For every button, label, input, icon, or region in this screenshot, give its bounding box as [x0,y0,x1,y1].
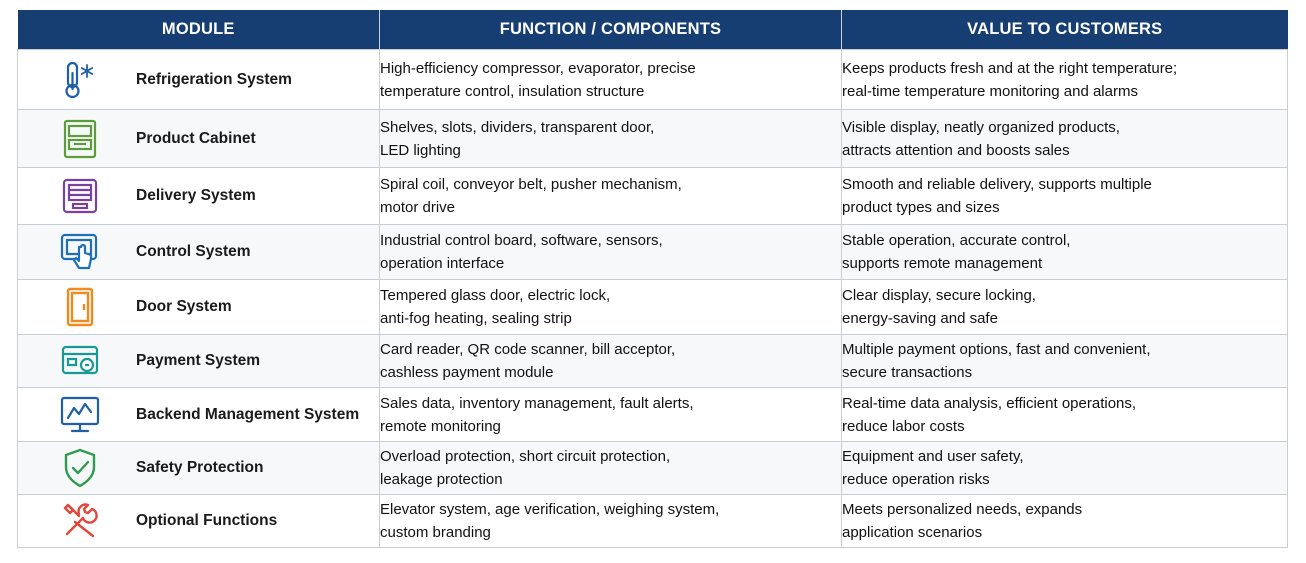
module-name: Refrigeration System [136,70,292,88]
function-line: motor drive [380,199,456,216]
module-cell [18,50,380,110]
thermometer-snowflake-icon [58,58,102,102]
header-row [18,10,1288,50]
module-cell [18,495,380,548]
value-line: Smooth and reliable delivery, supports multiple [842,176,1152,193]
function-cell [380,110,842,168]
module-name: Safety Protection [136,459,264,476]
value-line: Meets personalized needs, expands [842,501,1083,518]
table-row [18,495,1288,548]
function-line: Card reader, QR code scanner, bill acceptor, [380,341,676,358]
cabinet-icon [58,117,102,161]
function-cell [380,495,842,548]
module-cell [18,168,380,225]
function-line: operation interface [380,255,505,272]
function-line: Shelves, slots, dividers, transparent door, [380,118,655,136]
function-line: LED lighting [380,141,461,159]
value-line: Clear display, secure locking, [842,287,1036,304]
header-function: FUNCTION / COMPONENTS [380,10,842,50]
table-row [18,110,1288,168]
value-cell [842,280,1288,335]
function-line: Overload protection, short circuit protection, [380,448,671,465]
module-name: Payment System [136,352,261,369]
value-cell [842,50,1288,110]
value-cell [842,110,1288,168]
function-line: custom branding [380,524,491,541]
header-value: VALUE TO CUSTOMERS [842,10,1288,50]
value-line: supports remote management [842,255,1043,272]
function-line: Spiral coil, conveyor belt, pusher mechanism, [380,176,682,193]
value-line: reduce operation risks [842,471,990,488]
module-name: Door System [136,298,232,315]
function-cell [380,50,842,110]
function-cell [380,335,842,388]
table-row [18,50,1288,110]
value-line: attracts attention and boosts sales [842,141,1070,159]
payment-card-icon [58,339,102,383]
function-cell [380,225,842,280]
module-cell [18,442,380,495]
value-line: Stable operation, accurate control, [842,232,1071,249]
module-cell [18,388,380,442]
function-line: Tempered glass door, electric lock, [380,287,611,304]
table-row [18,168,1288,225]
value-line: Keeps products fresh and at the right temperature; [842,59,1178,77]
value-cell [842,335,1288,388]
function-cell [380,280,842,335]
table-row [18,388,1288,442]
module-table [17,10,1288,548]
value-line: application scenarios [842,524,983,541]
value-line: real-time temperature monitoring and alarms [842,82,1138,100]
function-cell [380,168,842,225]
value-line: Real-time data analysis, efficient operations, [842,394,1137,412]
module-name: Optional Functions [136,512,278,529]
function-line: High-efficiency compressor, evaporator, precise [380,59,696,77]
touch-screen-icon [58,230,102,274]
function-line: cashless payment module [380,364,554,381]
module-name: Control System [136,243,251,260]
door-icon [58,285,102,329]
value-cell [842,168,1288,225]
module-cell [18,225,380,280]
function-line: remote monitoring [380,417,501,435]
function-line: Industrial control board, software, sensors, [380,232,663,249]
value-line: reduce labor costs [842,417,965,435]
tools-icon [58,499,102,543]
table-row [18,280,1288,335]
function-cell [380,442,842,495]
module-cell [18,110,380,168]
header-module: MODULE [18,10,380,50]
value-line: Equipment and user safety, [842,448,1024,465]
function-line: temperature control, insulation structure [380,82,645,100]
table-row [18,442,1288,495]
function-cell [380,388,842,442]
value-cell [842,495,1288,548]
delivery-machine-icon [58,174,102,218]
value-line: Visible display, neatly organized products, [842,118,1120,136]
monitor-chart-icon [58,393,102,437]
function-line: Elevator system, age verification, weighing system, [380,501,720,518]
function-line: anti-fog heating, sealing strip [380,310,572,327]
module-name: Backend Management System [136,405,360,423]
module-name: Delivery System [136,187,256,204]
module-cell [18,335,380,388]
function-line: leakage protection [380,471,503,488]
table-row [18,335,1288,388]
value-cell [842,225,1288,280]
module-name: Product Cabinet [136,129,256,147]
value-line: Multiple payment options, fast and convenient, [842,341,1151,358]
value-cell [842,388,1288,442]
value-line: secure transactions [842,364,973,381]
value-cell [842,442,1288,495]
value-line: product types and sizes [842,199,1000,216]
table-row [18,225,1288,280]
function-line: Sales data, inventory management, fault alerts, [380,394,694,412]
shield-check-icon [58,446,102,490]
module-cell [18,280,380,335]
value-line: energy-saving and safe [842,310,998,327]
